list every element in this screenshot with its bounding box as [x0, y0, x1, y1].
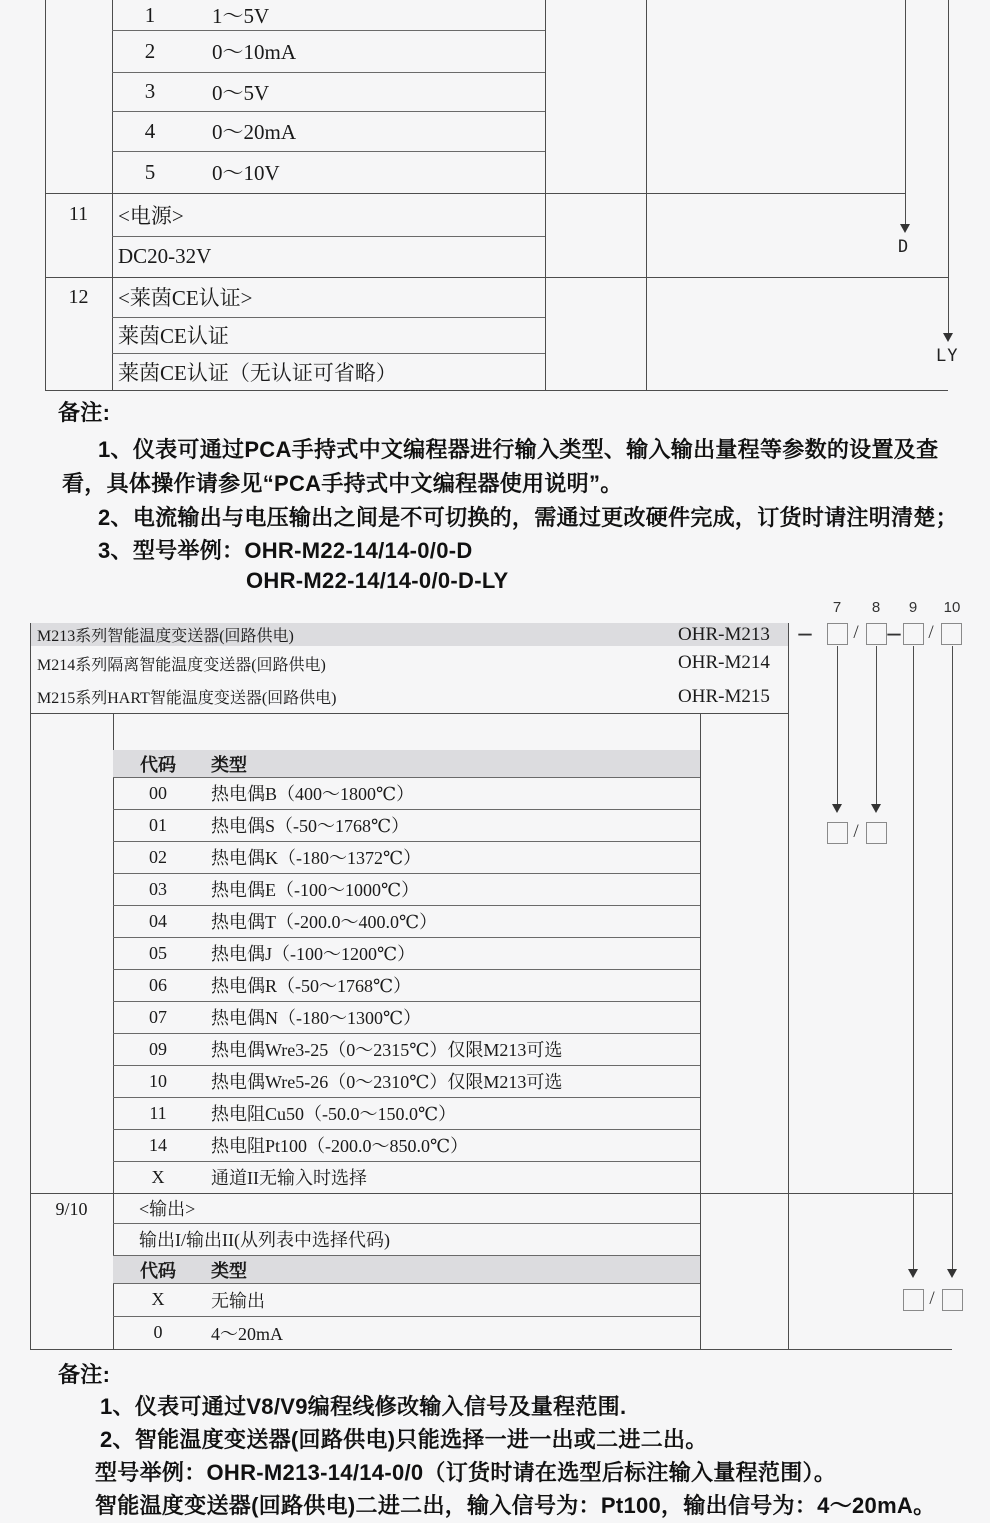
note-line: 2、电流输出与电压输出之间是不可切换的，需通过更改硬件完成，订货时请注明清楚；	[98, 505, 958, 530]
table-row	[113, 1283, 700, 1316]
table-row	[113, 841, 700, 873]
type-value: 0～10mA	[212, 40, 296, 64]
series-name: M214系列隔离智能温度变送器(回路供电)	[37, 656, 326, 674]
code-value: 3	[144, 79, 156, 103]
slash-separator: /	[929, 1288, 935, 1309]
code-value: 03	[149, 878, 167, 899]
table-row	[113, 937, 700, 969]
table-row	[112, 151, 545, 193]
input-header-row	[113, 750, 700, 777]
slash-separator: /	[853, 622, 859, 643]
note-line: OHR-M22-14/14-0/0-D-LY	[246, 568, 509, 593]
row-number: 12	[68, 285, 89, 308]
code-label-d: D	[898, 237, 910, 257]
table-row	[113, 1001, 700, 1033]
note-line: 1、仪表可通过V8/V9编程线修改输入信号及量程范围.	[100, 1394, 627, 1419]
code-value: 4	[144, 118, 156, 143]
series-model: OHR-M214	[678, 652, 770, 673]
code-value: X	[151, 1166, 165, 1187]
arrow-down-icon	[900, 224, 910, 233]
code-box-9	[903, 623, 924, 645]
slash-separator: /	[853, 821, 859, 842]
code-value: 02	[149, 846, 167, 867]
series-row	[30, 680, 788, 713]
type-value: 热电偶R（-50～1768℃）	[211, 976, 412, 996]
type-value: 热电偶K（-180～1372℃）	[211, 848, 422, 868]
input-code-box-1	[827, 822, 848, 844]
type-value: 0～10V	[212, 161, 280, 185]
type-value: 热电偶Wre5-26（0～2310℃）仅限M213可选	[211, 1072, 563, 1092]
table-row	[113, 1033, 700, 1065]
output-header-cell: <输出>	[139, 1199, 196, 1219]
type-value: 热电阻Pt100（-200.0～850.0℃）	[211, 1136, 469, 1156]
code-box-10	[941, 623, 962, 645]
type-value: 4～20mA	[211, 1323, 283, 1344]
code-box-8	[866, 623, 887, 645]
series-name: M215系列HART智能温度变送器(回路供电)	[37, 690, 337, 707]
column-header-code: 代码	[140, 754, 176, 775]
type-value: 0～20mA	[212, 120, 296, 144]
digit-position-8: 8	[871, 599, 881, 616]
table-row	[112, 0, 545, 30]
ce-header-cell: <莱茵CE认证>	[118, 286, 253, 310]
code-value: 2	[144, 38, 156, 63]
arrow-down-icon	[832, 804, 842, 813]
connector-line-d	[905, 0, 906, 224]
code-value: 0	[153, 1322, 163, 1342]
arrow-down-icon	[871, 804, 881, 813]
code-value: 09	[149, 1038, 167, 1059]
table-row	[113, 809, 700, 841]
code-value: 05	[149, 942, 167, 963]
ce-option-cell: 莱茵CE认证	[118, 324, 229, 348]
table-row	[112, 111, 545, 151]
series-name: M213系列智能温度变送器(回路供电)	[37, 628, 294, 645]
connector-line	[913, 646, 914, 1269]
connector-line	[876, 646, 877, 805]
type-value: 热电偶Wre3-25（0～2315℃）仅限M213可选	[211, 1040, 563, 1060]
note-line: 型号举例：OHR-M213-14/14-0/0（订货时请在选型后标注输入量程范围）。	[95, 1460, 837, 1485]
note-line: 2、智能温度变送器(回路供电)只能选择一进一出或二进二出。	[100, 1427, 708, 1452]
table-left-border	[30, 623, 31, 1349]
row-number: 9/10	[55, 1198, 88, 1219]
code-value: 11	[149, 1102, 167, 1123]
note-line: 1、仪表可通过PCA手持式中文编程器进行输入类型、输入输出量程等参数的设置及查	[98, 437, 939, 462]
code-value: 5	[144, 159, 156, 184]
table-row	[113, 905, 700, 937]
type-value: 0～5V	[212, 80, 270, 105]
output-code-box-2	[942, 1289, 963, 1311]
series-row	[30, 623, 788, 646]
notes-title: 备注:	[58, 400, 111, 425]
code-label-ly: LY	[936, 346, 959, 366]
code-value: 07	[149, 1006, 167, 1027]
code-value: 04	[149, 910, 167, 931]
arrow-down-icon	[943, 333, 953, 342]
type-value: 热电偶B（400～1800℃）	[211, 784, 415, 804]
divider	[30, 713, 788, 714]
code-value: 00	[149, 782, 167, 803]
code-value: 10	[149, 1070, 167, 1091]
digit-position-9: 9	[908, 599, 918, 616]
power-value-cell: DC20-32V	[118, 244, 212, 268]
table-row	[112, 72, 545, 111]
output-subheader-cell: 输出I/输出II(从列表中选择代码)	[139, 1230, 390, 1250]
column-header-type: 类型	[211, 754, 247, 775]
digit-position-7: 7	[832, 599, 842, 616]
table-row	[113, 1316, 700, 1349]
type-value: 1～5V	[212, 4, 270, 28]
connector-line-ly	[948, 0, 949, 333]
table-row	[113, 873, 700, 905]
slash-separator: /	[928, 622, 934, 643]
input-code-box-2	[866, 822, 887, 844]
code-box-7	[827, 623, 848, 645]
dash-separator: –	[798, 618, 812, 647]
table-row	[112, 30, 545, 72]
table-bottom-border	[30, 1349, 952, 1350]
code-value: 14	[149, 1134, 167, 1155]
digit-position-10: 10	[943, 599, 961, 616]
output-code-box-1	[903, 1289, 924, 1311]
ce-option-cell: 莱茵CE认证（无认证可省略）	[118, 360, 397, 385]
type-value: 热电偶T（-200.0～400.0℃）	[211, 912, 438, 932]
table-row	[113, 969, 700, 1001]
table-right-border	[788, 623, 789, 1349]
column-header-code: 代码	[140, 1260, 176, 1281]
type-value: 热电阻Cu50（-50.0～150.0℃）	[211, 1104, 457, 1124]
table-row	[113, 1065, 700, 1097]
code-value: 06	[149, 974, 167, 995]
table-row	[113, 777, 700, 809]
notes-title: 备注:	[58, 1362, 111, 1387]
code-value: 1	[144, 2, 156, 27]
code-value: 01	[149, 814, 167, 835]
type-value: 热电偶S（-50～1768℃）	[211, 816, 410, 836]
note-line: 3、型号举例：OHR-M22-14/14-0/0-D	[98, 538, 473, 563]
dash-separator: –	[887, 618, 901, 647]
arrow-down-icon	[947, 1269, 957, 1278]
table-row	[113, 1161, 700, 1193]
row-number: 11	[68, 203, 89, 225]
series-model: OHR-M213	[678, 623, 770, 645]
column-header-type: 类型	[211, 1260, 247, 1281]
type-value: 无输出	[211, 1290, 265, 1311]
code-value: X	[151, 1289, 165, 1309]
note-line: 智能温度变送器(回路供电)二进二出，输入信号为：Pt100，输出信号为：4～20mA。	[95, 1493, 936, 1518]
connector-line	[837, 646, 838, 805]
output-header-row	[113, 1256, 700, 1283]
power-header-cell: <电源>	[118, 203, 184, 228]
type-value: 热电偶J（-100～1200℃）	[211, 944, 416, 964]
divider	[646, 0, 647, 390]
arrow-down-icon	[908, 1269, 918, 1278]
type-value: 热电偶E（-100～1000℃）	[211, 880, 420, 900]
series-row	[30, 646, 788, 680]
table-row	[113, 1097, 700, 1129]
connector-line	[952, 646, 953, 1269]
note-line: 看，具体操作请参见“PCA手持式中文编程器使用说明”。	[62, 471, 623, 496]
table-row	[113, 1129, 700, 1161]
series-model: OHR-M215	[678, 685, 770, 707]
type-value: 热电偶N（-180～1300℃）	[211, 1008, 422, 1028]
type-value: 通道II无输入时选择	[211, 1168, 367, 1188]
table-bottom-border	[45, 390, 948, 391]
